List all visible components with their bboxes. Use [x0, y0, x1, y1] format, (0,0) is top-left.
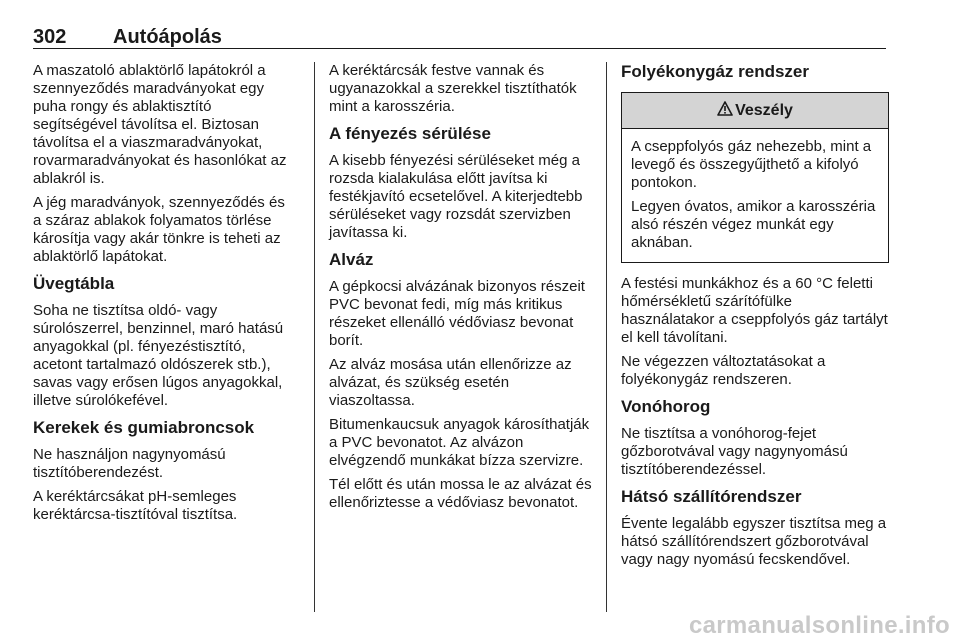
section-heading-towbar: Vonóhorog — [621, 397, 711, 416]
paragraph: A keréktárcsák festve vannak és ugyanazokkal a szerekkel tisztíthatók mint a karosszéria. — [329, 62, 577, 115]
column-3 — [621, 62, 889, 575]
paragraph: Legyen óvatos, amikor a karosszéria alsó részén végez munkát egy aknában. — [631, 198, 876, 251]
watermark: carmanualsonline.info — [688, 612, 950, 639]
paragraph: Ne végezzen változtatásokat a folyékonygáz rendszeren. — [621, 353, 826, 388]
warning-header — [622, 93, 888, 129]
paragraph: A jég maradványok, szennyeződés és a száraz ablakok folyamatos törlése károsítja vagy akár tönkre is teheti az ablaktörlő lapátokat. — [33, 194, 285, 265]
paragraph: Tél előtt és után mossa le az alvázat és ellenőriztesse a védőviasz bevonatot. — [329, 476, 592, 511]
paragraph: A maszatoló ablaktörlő lapátokról a szennyeződés maradványokat egy puha rongy és ablaktisztító segítségével távolítsa el. Biztosan távolítsa el a viaszmaradványokat, rovarmaradványokat és hasonlókat az ablakról is. — [33, 62, 287, 187]
paragraph: Bitumenkaucsuk anyagok károsíthatják a PVC bevonatot. Az alvázon elvégzendő munkákat bízza szervizre. — [329, 416, 590, 469]
section-heading-lpg: Folyékonygáz rendszer — [621, 62, 810, 81]
paragraph: A keréktárcsákat pH-semleges keréktárcsa-tisztítóval tisztítsa. — [33, 488, 238, 523]
header-rule — [33, 48, 886, 49]
section-heading-underbody: Alváz — [329, 250, 374, 269]
warning-title: Veszély — [735, 101, 793, 119]
warning-triangle-icon — [717, 101, 733, 121]
paragraph: A kisebb fényezési sérüléseket még a rozsda kialakulása előtt javítsa ki festékjavító ecsetelővel. A kiterjedtebb sérüléseket vagy rozsdát szervizben javítassa ki. — [329, 152, 583, 241]
column-divider — [314, 62, 315, 612]
column-1 — [33, 62, 293, 530]
running-title: Autóápolás — [113, 26, 222, 48]
section-heading-glass: Üvegtábla — [33, 274, 115, 293]
column-2 — [329, 62, 594, 518]
paragraph: Soha ne tisztítsa oldó- vagy súrolószerrel, benzinnel, maró hatású anyagokkal (pl. fényezéstisztító, acetont tartalmazó oldószerek stb.), savas vagy erősen lúgos anyagokkal, illetve súrolókefével. — [33, 302, 284, 409]
warning-box — [621, 92, 889, 263]
paragraph: Évente legalább egyszer tisztítsa meg a hátsó szállítórendszert gőzborotvával vagy nagy nyomású fecskendővel. — [621, 515, 887, 568]
page-header — [33, 26, 886, 48]
section-heading-wheels: Kerekek és gumiabroncsok — [33, 418, 255, 437]
column-divider — [606, 62, 607, 612]
section-heading-paint: A fényezés sérülése — [329, 124, 491, 143]
paragraph: A cseppfolyós gáz nehezebb, mint a levegő és összegyűjthető a kifolyó pontokon. — [631, 138, 872, 191]
page-number: 302 — [33, 26, 67, 48]
paragraph: Ne tisztítsa a vonóhorog-fejet gőzborotvával vagy nagynyomású tisztítóberendezéssel. — [621, 425, 848, 478]
paragraph: A gépkocsi alvázának bizonyos részeit PVC bevonat fedi, míg más kritikus részeket ellenálló védőviasz bevonat borít. — [329, 278, 585, 349]
paragraph: Ne használjon nagynyomású tisztítóberendezést. — [33, 446, 226, 481]
section-heading-rear-carrier: Hátsó szállítórendszer — [621, 487, 802, 506]
paragraph: A festési munkákhoz és a 60 °C feletti hőmérsékletű szárítófülke használatakor a cseppfolyós gáz tartályt el kell távolítani. — [621, 275, 888, 346]
paragraph: Az alváz mosása után ellenőrizze az alvázat, és szükség esetén viaszoltassa. — [329, 356, 572, 409]
warning-body — [622, 129, 888, 262]
